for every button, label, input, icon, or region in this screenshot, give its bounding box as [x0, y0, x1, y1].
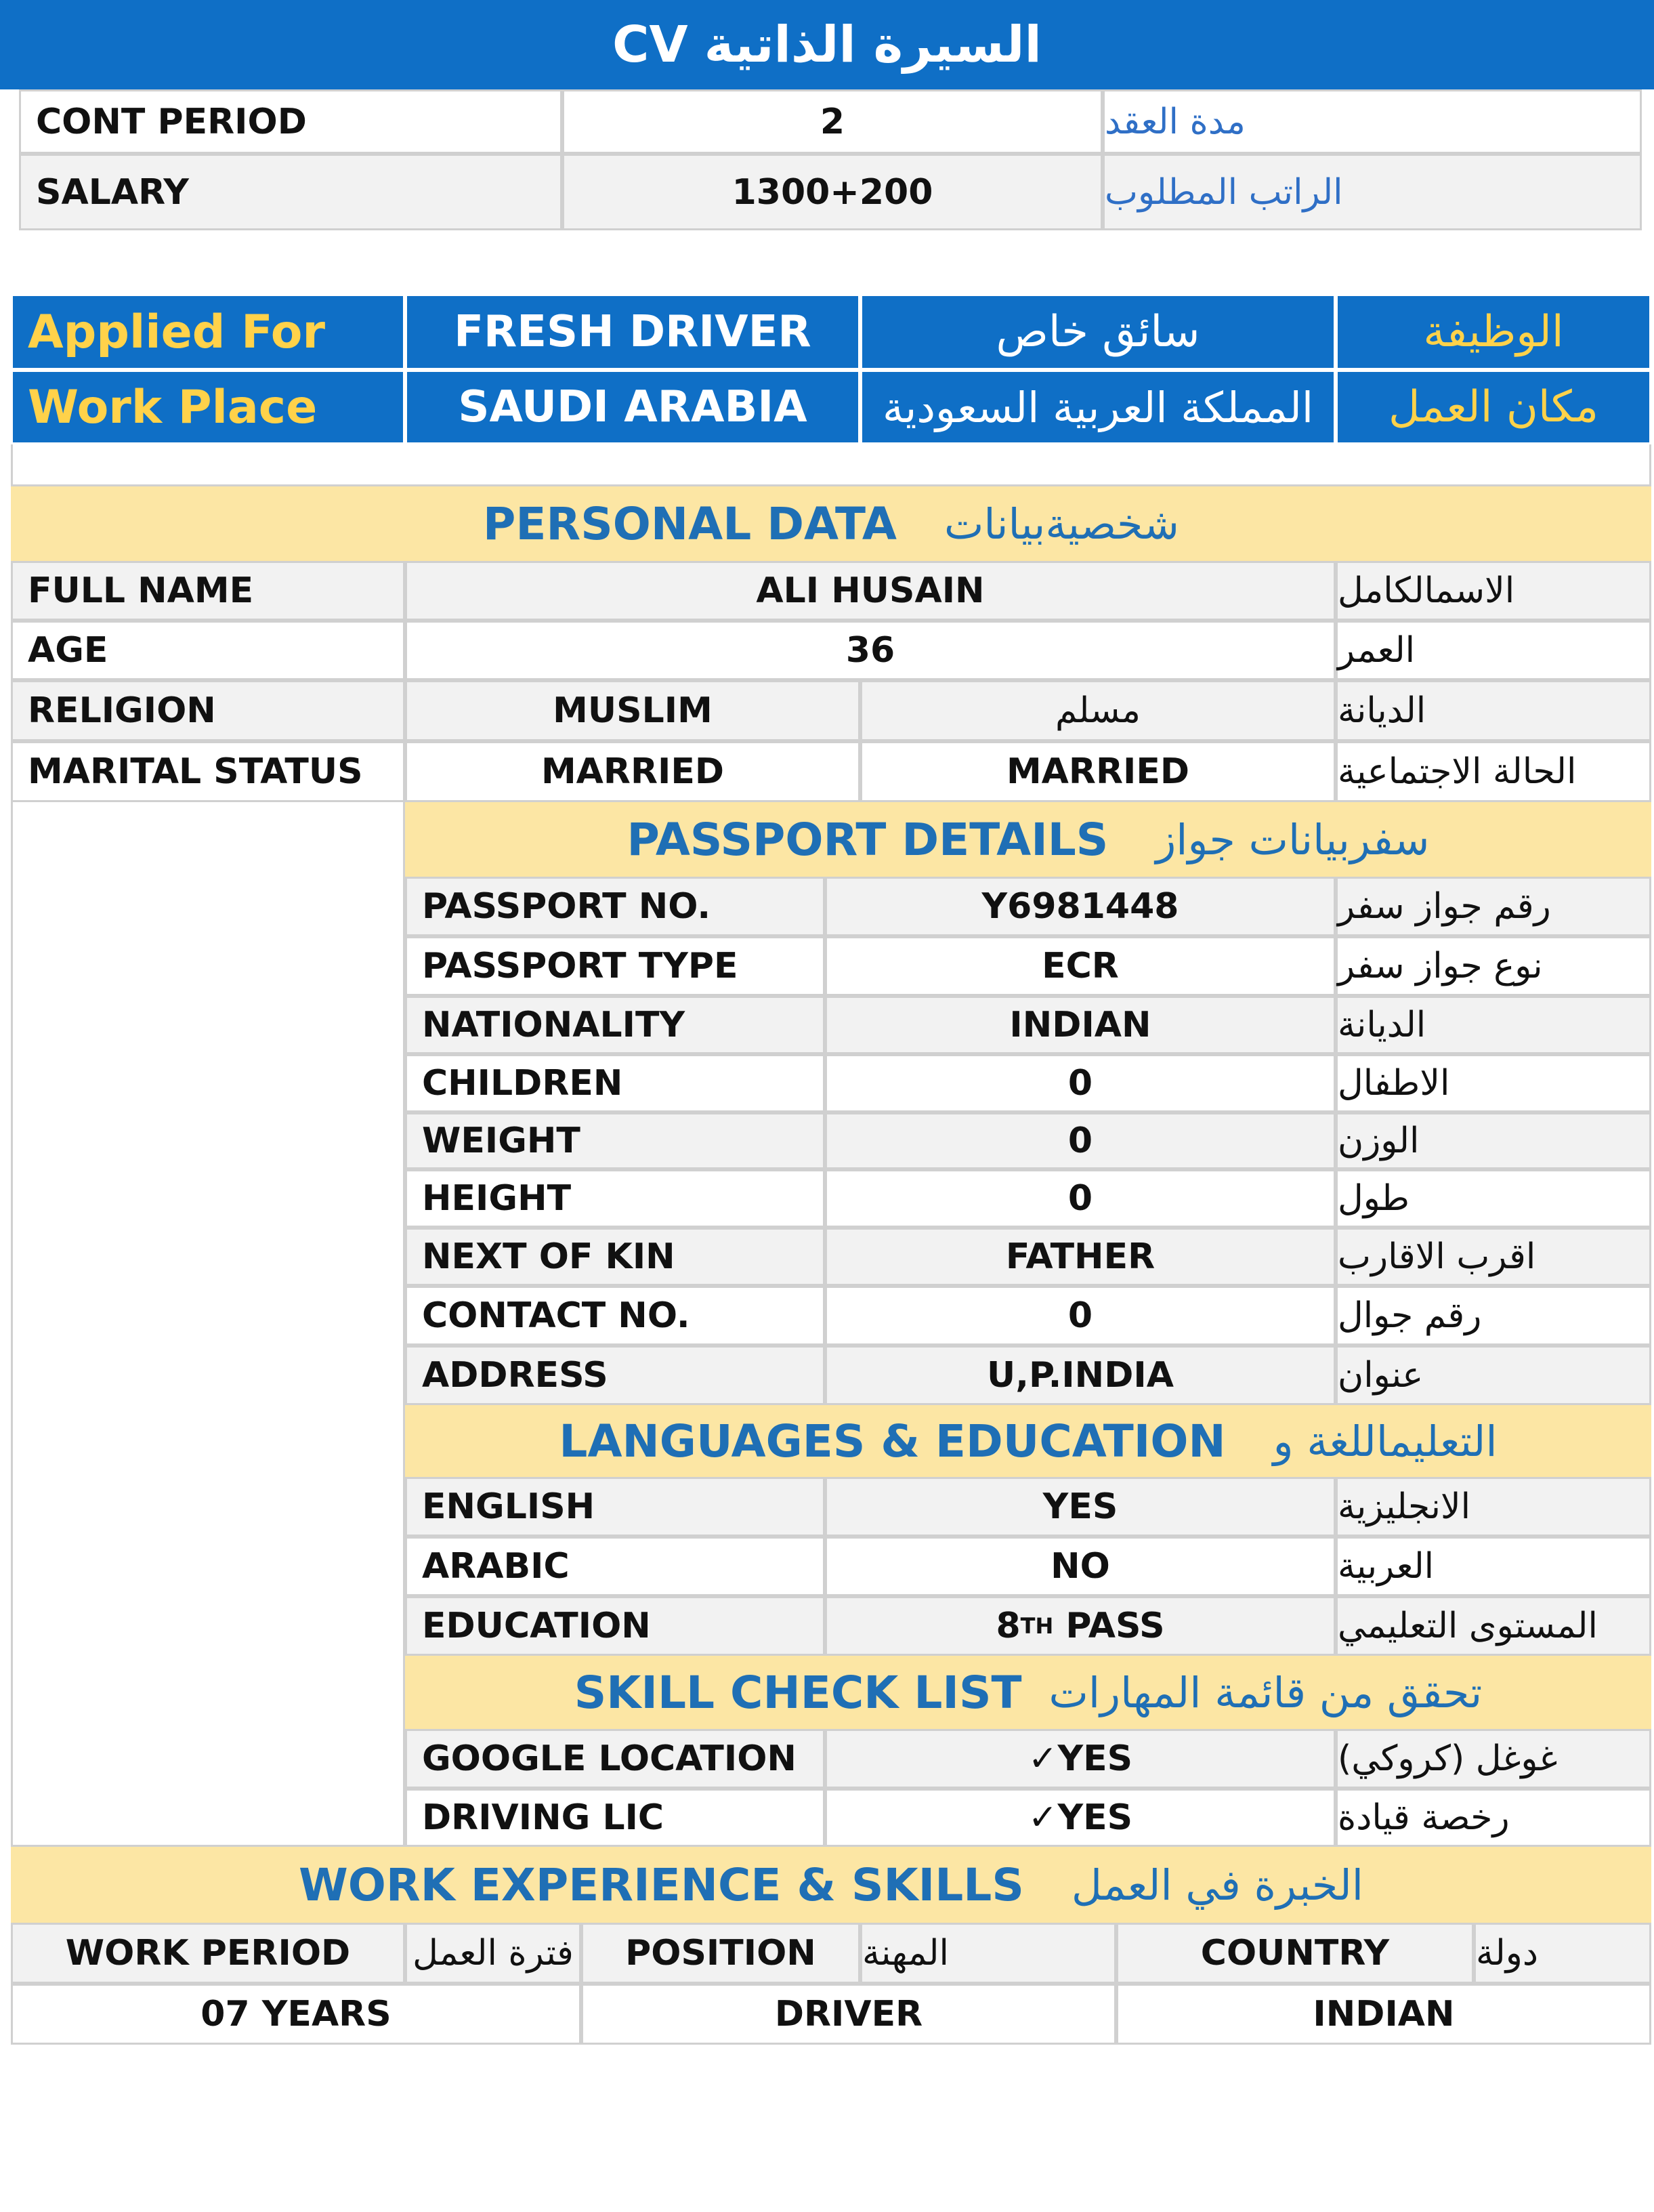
google-location-value: ✓YES [825, 1729, 1336, 1789]
height-label: HEIGHT [405, 1169, 825, 1228]
personal-data-title-ar: شخصيةبيانات [943, 499, 1180, 549]
weight-label: WEIGHT [405, 1112, 825, 1169]
passport-details-header [405, 802, 1651, 877]
nationality-value: INDIAN [825, 996, 1336, 1054]
google-location-label: GOOGLE LOCATION [405, 1729, 825, 1789]
passport-no-value: Y6981448 [825, 877, 1336, 936]
address-label-ar: عنوان [1336, 1345, 1651, 1405]
salary-label: SALARY [19, 154, 562, 230]
cont-period-value: 2 [562, 89, 1103, 154]
languages-education-title-ar: التعليماللغة و [1273, 1416, 1498, 1466]
country-header: COUNTRY [1116, 1923, 1474, 1984]
religion-value-ar: مسلم [860, 680, 1336, 741]
work-experience-header [11, 1847, 1651, 1923]
cont-period-label-ar: مدة العقد [1103, 89, 1642, 154]
weight-value: 0 [825, 1112, 1336, 1169]
position-value: DRIVER [581, 1984, 1116, 2045]
weight-label-ar: الوزن [1336, 1112, 1651, 1169]
next-of-kin-value: FATHER [825, 1228, 1336, 1286]
passport-type-value: ECR [825, 936, 1336, 996]
education-value-rest: PASS [1053, 1606, 1165, 1646]
age-label: AGE [11, 621, 405, 680]
work-period-header-ar: فترة العمل [405, 1923, 581, 1984]
education-value-sup: TH [1020, 1613, 1054, 1639]
country-header-ar: دولة [1474, 1923, 1651, 1984]
title-ar: السيرة الذاتية [704, 16, 1042, 74]
applied-for-value-ar: سائق خاص [860, 294, 1336, 370]
english-label-ar: الانجليزية [1336, 1477, 1651, 1537]
full-name-label-ar: الاسمالكامل [1336, 561, 1651, 621]
education-value-num: 8 [996, 1606, 1021, 1646]
contact-no-label: CONTACT NO. [405, 1286, 825, 1345]
skill-check-list-header [405, 1656, 1651, 1729]
height-value: 0 [825, 1169, 1336, 1228]
work-place-value-ar: المملكة العربية السعودية [860, 370, 1336, 444]
english-value: YES [825, 1477, 1336, 1537]
education-label-ar: المستوى التعليمي [1336, 1596, 1651, 1656]
arabic-label: ARABIC [405, 1537, 825, 1596]
full-name-value: ALI HUSAIN [405, 561, 1336, 621]
nationality-label-ar: الديانة [1336, 996, 1651, 1054]
applied-for-label-ar: الوظيفة [1336, 294, 1651, 370]
languages-education-title: LANGUAGES & EDUCATION [559, 1415, 1226, 1467]
height-label-ar: طول [1336, 1169, 1651, 1228]
marital-status-value-2: MARRIED [860, 741, 1336, 802]
skill-check-list-title: SKILL CHECK LIST [574, 1666, 1022, 1719]
google-location-label-ar: غوغل (كروكي) [1336, 1729, 1651, 1789]
title-en: CV [612, 16, 688, 74]
religion-label: RELIGION [11, 680, 405, 741]
passport-type-label-ar: نوع جواز سفر [1336, 936, 1651, 996]
spacer-row [11, 444, 1651, 486]
applied-for-value: FRESH DRIVER [405, 294, 860, 370]
passport-details-title: PASSPORT DETAILS [627, 813, 1109, 866]
contact-no-label-ar: رقم جوال [1336, 1286, 1651, 1345]
driving-lic-label-ar: رخصة قيادة [1336, 1789, 1651, 1847]
work-period-value: 07 YEARS [11, 1984, 581, 2045]
address-label: ADDRESS [405, 1345, 825, 1405]
marital-status-value: MARRIED [405, 741, 860, 802]
cont-period-label: CONT PERIOD [19, 89, 562, 154]
passport-details-title-ar: سفربيانات جواز [1155, 814, 1430, 864]
children-label-ar: الاطفال [1336, 1054, 1651, 1112]
position-header-ar: المهنة [860, 1923, 1116, 1984]
salary-label-ar: الراتب المطلوب [1103, 154, 1642, 230]
work-period-header: WORK PERIOD [11, 1923, 405, 1984]
passport-no-label-ar: رقم جواز سفر [1336, 877, 1651, 936]
arabic-value: NO [825, 1537, 1336, 1596]
children-value: 0 [825, 1054, 1336, 1112]
passport-type-label: PASSPORT TYPE [405, 936, 825, 996]
work-place-label: Work Place [11, 370, 405, 444]
children-label: CHILDREN [405, 1054, 825, 1112]
education-value [825, 1596, 1336, 1656]
work-experience-title: WORK EXPERIENCE & SKILLS [299, 1858, 1024, 1911]
religion-label-ar: الديانة [1336, 680, 1651, 741]
religion-value: MUSLIM [405, 680, 860, 741]
salary-value: 1300+200 [562, 154, 1103, 230]
marital-status-label-ar: الحالة الاجتماعية [1336, 741, 1651, 802]
work-place-value: SAUDI ARABIA [405, 370, 860, 444]
address-value: U,P.INDIA [825, 1345, 1336, 1405]
arabic-label-ar: العربية [1336, 1537, 1651, 1596]
passport-no-label: PASSPORT NO. [405, 877, 825, 936]
nationality-label: NATIONALITY [405, 996, 825, 1054]
personal-data-header [11, 486, 1651, 561]
driving-lic-value: ✓YES [825, 1789, 1336, 1847]
next-of-kin-label: NEXT OF KIN [405, 1228, 825, 1286]
work-place-label-ar: مكان العمل [1336, 370, 1651, 444]
age-value: 36 [405, 621, 1336, 680]
full-name-label: FULL NAME [11, 561, 405, 621]
next-of-kin-label-ar: اقرب الاقارب [1336, 1228, 1651, 1286]
marital-status-label: MARITAL STATUS [11, 741, 405, 802]
education-label: EDUCATION [405, 1596, 825, 1656]
applied-for-label: Applied For [11, 294, 405, 370]
title-bar [0, 0, 1654, 89]
skill-check-list-title-ar: تحقق من قائمة المهارات [1048, 1667, 1483, 1717]
work-experience-title-ar: الخبرة في العمل [1071, 1860, 1363, 1910]
country-value: INDIAN [1116, 1984, 1651, 2045]
languages-education-header [405, 1405, 1651, 1477]
position-header: POSITION [581, 1923, 860, 1984]
photo-area [11, 802, 405, 1847]
contact-no-value: 0 [825, 1286, 1336, 1345]
driving-lic-label: DRIVING LIC [405, 1789, 825, 1847]
personal-data-title: PERSONAL DATA [482, 497, 897, 550]
age-label-ar: العمر [1336, 621, 1651, 680]
english-label: ENGLISH [405, 1477, 825, 1537]
